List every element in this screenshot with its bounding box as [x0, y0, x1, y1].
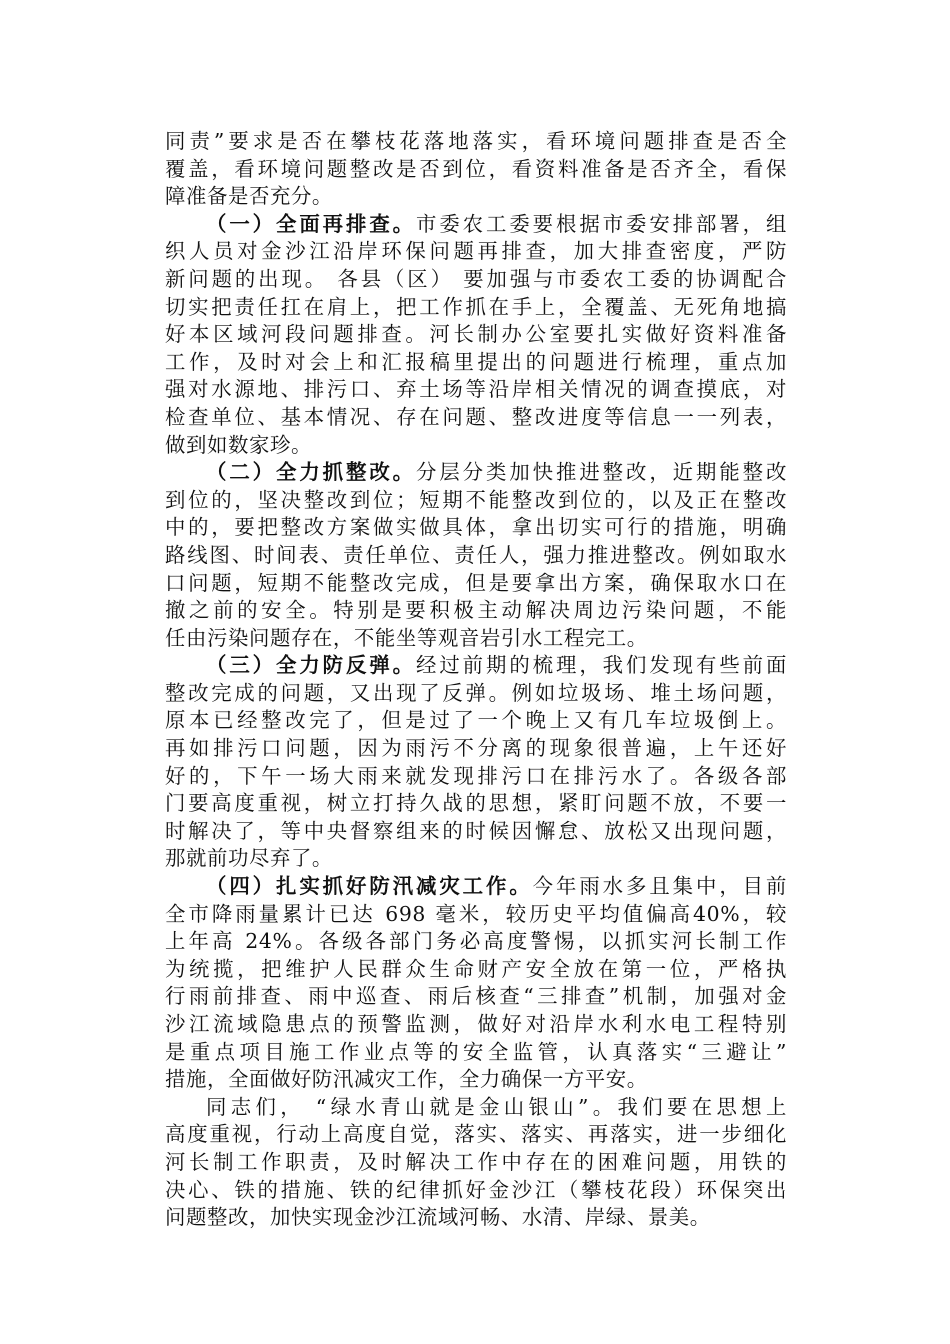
paragraph-first-line: 同志们， “绿水青山就是金山银山”。我们要在思想上 — [206, 1094, 787, 1119]
text-line: 好的，下午一场大雨来就发现排污口在排污水了。各级各部 — [165, 763, 787, 788]
text-run: 市委农工委要根据市委安排部署，组 — [416, 211, 787, 236]
paragraph-section-2 — [165, 459, 787, 652]
text-line: 中的，要把整改方案做实做具体，拿出切实可行的措施，明确 — [165, 515, 787, 540]
text-line: 为统揽，把维护人民群众生命财产安全放在第一位，严格执 — [165, 956, 787, 981]
section-heading: （一）全面再排查。 — [206, 211, 416, 236]
text-line: 上年高 24%。各级各部门务必高度警惕，以抓实河长制工作 — [165, 929, 787, 954]
text-run: 今年雨水多且集中，目前 — [532, 874, 787, 899]
text-line: 决心、铁的措施、铁的纪律抓好金沙江（攀枝花段）环保突出 — [165, 1177, 787, 1202]
text-line: 工作，及时对会上和汇报稿里提出的问题进行梳理，重点加 — [165, 349, 787, 374]
section-heading: （三）全力防反弹。 — [206, 653, 416, 678]
text-line: 措施，全面做好防汛减灾工作，全力确保一方平安。 — [165, 1067, 648, 1092]
text-line: 口问题，短期不能整改完成，但是要拿出方案，确保取水口在 — [165, 570, 787, 595]
text-run: 分层分类加快推进整改，近期能整改 — [416, 460, 787, 485]
paragraph-first-line — [165, 652, 787, 680]
section-heading: （四）扎实抓好防汛减灾工作。 — [206, 874, 533, 899]
text-line: 再如排污口问题，因为雨污不分离的现象很普遍，上午还好 — [165, 736, 787, 761]
paragraph-intro-tail — [165, 128, 787, 211]
text-line: 切实把责任扛在肩上，把工作抓在手上，全覆盖、无死角地搞 — [165, 294, 787, 319]
paragraph-first-line — [165, 211, 787, 239]
text-line: 路线图、时间表、责任单位、责任人，强力推进整改。例如取水 — [165, 542, 787, 567]
text-line: 障准备是否充分。 — [165, 184, 333, 209]
text-line: 时解决了，等中央督察组来的时候因懈怠、放松又出现问题， — [165, 818, 787, 843]
text-line: 到位的，坚决整改到位；短期不能整改到位的，以及正在整改 — [165, 487, 787, 512]
text-line: 做到如数家珍。 — [165, 432, 312, 457]
text-line: 撤之前的安全。特别是要积极主动解决周边污染问题，不能 — [165, 598, 787, 623]
text-line: 高度重视，行动上高度自觉，落实、落实、再落实，进一步细化 — [165, 1122, 787, 1147]
text-line: 织人员对金沙江沿岸环保问题再排查，加大排查密度，严防 — [165, 239, 787, 264]
text-line: 覆盖，看环境问题整改是否到位，看资料准备是否齐全，看保 — [165, 156, 787, 181]
text-line: 原本已经整改完了，但是过了一个晚上又有几车垃圾倒上。 — [165, 708, 787, 733]
text-run: 经过前期的梳理，我们发现有些前面 — [416, 653, 787, 678]
text-line: 是重点项目施工作业点等的安全监管，认真落实“三避让” — [165, 1039, 787, 1064]
paragraph-first-line — [165, 873, 787, 901]
text-line: 整改完成的问题，又出现了反弹。例如垃圾场、堆土场问题， — [165, 680, 787, 705]
text-line: 任由污染问题存在，不能坐等观音岩引水工程完工。 — [165, 625, 648, 650]
paragraph-first-line — [165, 459, 787, 487]
text-line: 同责”要求是否在攀枝花落地落实，看环境问题排查是否全 — [165, 129, 787, 153]
document-page — [165, 128, 787, 1232]
text-line: 门要高度重视，树立打持久战的思想，紧盯问题不放，不要一 — [165, 791, 787, 816]
paragraph-section-1 — [165, 211, 787, 459]
paragraph-closing — [165, 1094, 787, 1232]
paragraph-section-3 — [165, 652, 787, 873]
text-line: 行雨前排查、雨中巡查、雨后核查“三排查”机制，加强对金 — [165, 984, 787, 1009]
text-line: 沙江流域隐患点的预警监测，做好对沿岸水利水电工程特别 — [165, 1012, 787, 1036]
text-line: 强对水源地、排污口、弃土场等沿岸相关情况的调查摸底，对 — [165, 377, 787, 402]
paragraph-section-4 — [165, 873, 787, 1094]
text-line: 全市降雨量累计已达 698 毫米，较历史平均值偏高40%，较 — [165, 901, 787, 926]
text-line: 新问题的出现。 各县（区） 要加强与市委农工委的协调配合 — [165, 266, 787, 291]
text-line: 那就前功尽弃了。 — [165, 846, 333, 871]
section-heading: （二）全力抓整改。 — [206, 460, 416, 485]
text-line: 河长制工作职责，及时解决工作中存在的困难问题，用铁的 — [165, 1149, 787, 1174]
text-line: 检查单位、基本情况、存在问题、整改进度等信息一一列表， — [165, 404, 787, 429]
text-line: 好本区域河段问题排查。河长制办公室要扎实做好资料准备 — [165, 322, 787, 347]
text-line: 问题整改，加快实现金沙江流域河畅、水清、岸绿、景美。 — [165, 1205, 711, 1230]
